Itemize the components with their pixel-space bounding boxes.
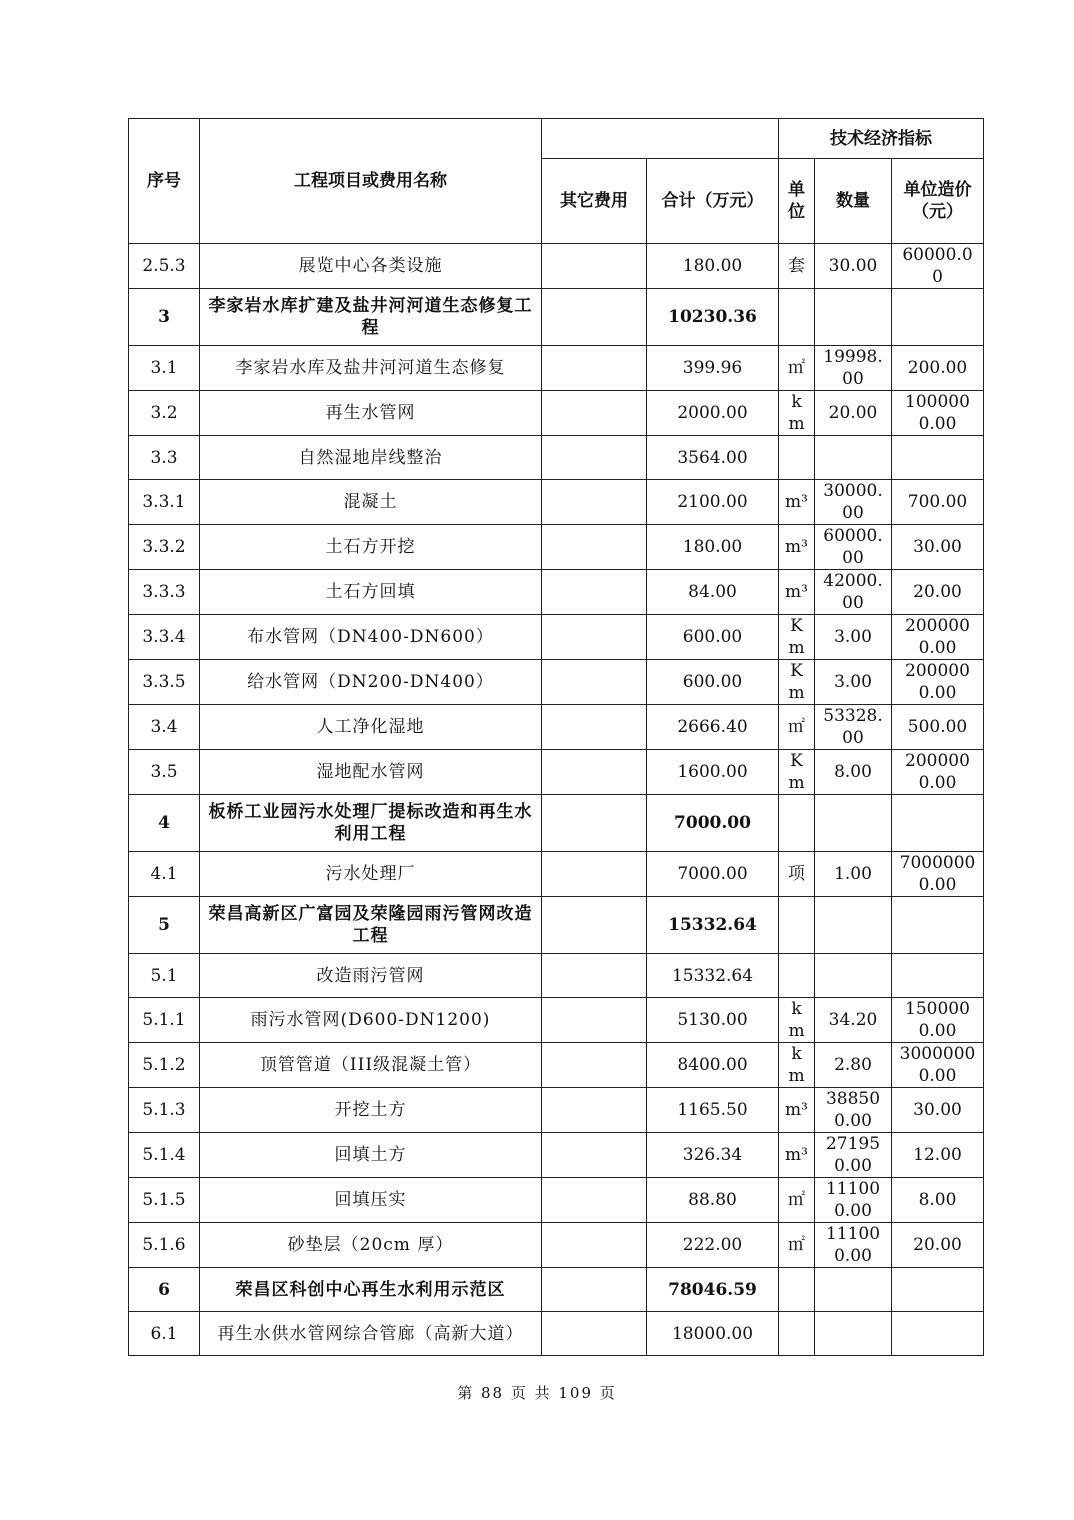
table-row xyxy=(129,954,984,998)
cell-seq: 3.3 xyxy=(129,436,200,480)
cell-total: 18000.00 xyxy=(647,1312,779,1356)
cell-name: 土石方开挖 xyxy=(200,525,542,570)
cell-unit: Km xyxy=(779,750,815,795)
cell-other xyxy=(542,1312,647,1356)
table-row xyxy=(129,852,984,897)
cell-qty: 3.00 xyxy=(815,615,892,660)
cell-other xyxy=(542,1178,647,1223)
cell-name: 布水管网（DN400-DN600） xyxy=(200,615,542,660)
cell-total: 180.00 xyxy=(647,525,779,570)
cell-seq: 3.3.4 xyxy=(129,615,200,660)
cell-name: 回填压实 xyxy=(200,1178,542,1223)
cell-price: 60000.00 xyxy=(892,244,984,289)
cell-seq: 5.1.1 xyxy=(129,998,200,1043)
cell-total: 7000.00 xyxy=(647,795,779,852)
cell-qty xyxy=(815,1268,892,1312)
cell-name: 李家岩水库及盐井河河道生态修复 xyxy=(200,346,542,391)
cell-unit: m³ xyxy=(779,1133,815,1178)
cell-unit: km xyxy=(779,1043,815,1088)
table-row xyxy=(129,436,984,480)
header-other: 其它费用 xyxy=(542,159,647,244)
header-name: 工程项目或费用名称 xyxy=(200,119,542,244)
cell-price: 200.00 xyxy=(892,346,984,391)
cell-other xyxy=(542,660,647,705)
cell-total: 600.00 xyxy=(647,615,779,660)
cell-seq: 3.3.2 xyxy=(129,525,200,570)
cell-seq: 6.1 xyxy=(129,1312,200,1356)
cell-qty: 388500.00 xyxy=(815,1088,892,1133)
table-row xyxy=(129,570,984,615)
cell-total: 15332.64 xyxy=(647,897,779,954)
cost-table xyxy=(128,118,984,1356)
cell-name: 雨污水管网(D600-DN1200) xyxy=(200,998,542,1043)
page-footer: 第 88 页 共 109 页 xyxy=(457,1384,617,1402)
cell-total: 15332.64 xyxy=(647,954,779,998)
cell-name: 荣昌区科创中心再生水利用示范区 xyxy=(200,1268,542,1312)
cell-total: 2666.40 xyxy=(647,705,779,750)
cell-other xyxy=(542,615,647,660)
cell-qty: 19998.00 xyxy=(815,346,892,391)
cell-other xyxy=(542,1043,647,1088)
cell-total: 88.80 xyxy=(647,1178,779,1223)
cell-qty: 2.80 xyxy=(815,1043,892,1088)
cell-price xyxy=(892,1268,984,1312)
cell-seq: 3.1 xyxy=(129,346,200,391)
cell-unit xyxy=(779,1268,815,1312)
cell-price: 8.00 xyxy=(892,1178,984,1223)
cell-seq: 3.3.3 xyxy=(129,570,200,615)
cell-total: 399.96 xyxy=(647,346,779,391)
table-row xyxy=(129,391,984,436)
cell-seq: 5.1.6 xyxy=(129,1223,200,1268)
cell-other xyxy=(542,897,647,954)
table-row xyxy=(129,998,984,1043)
cell-seq: 6 xyxy=(129,1268,200,1312)
table-row xyxy=(129,795,984,852)
cell-seq: 3.4 xyxy=(129,705,200,750)
cell-unit: Km xyxy=(779,660,815,705)
cell-name: 人工净化湿地 xyxy=(200,705,542,750)
table-row xyxy=(129,615,984,660)
cell-qty: 30.00 xyxy=(815,244,892,289)
cell-price xyxy=(892,436,984,480)
cell-price xyxy=(892,1312,984,1356)
cell-price: 30.00 xyxy=(892,525,984,570)
cell-total: 2000.00 xyxy=(647,391,779,436)
cell-name: 污水处理厂 xyxy=(200,852,542,897)
cell-total: 7000.00 xyxy=(647,852,779,897)
cell-price: 20.00 xyxy=(892,570,984,615)
cell-seq: 3.2 xyxy=(129,391,200,436)
cell-total: 84.00 xyxy=(647,570,779,615)
cell-price xyxy=(892,897,984,954)
cell-other xyxy=(542,1268,647,1312)
cell-name: 顶管管道（III级混凝土管） xyxy=(200,1043,542,1088)
cell-seq: 3 xyxy=(129,289,200,346)
cell-seq: 3.3.1 xyxy=(129,480,200,525)
cell-price: 70000000.00 xyxy=(892,852,984,897)
cell-price: 1000000.00 xyxy=(892,391,984,436)
header-blank xyxy=(542,119,779,159)
cell-name: 砂垫层（20cm 厚） xyxy=(200,1223,542,1268)
cell-name: 开挖土方 xyxy=(200,1088,542,1133)
header-qty: 数量 xyxy=(815,159,892,244)
cell-seq: 4.1 xyxy=(129,852,200,897)
cell-price: 2000000.00 xyxy=(892,660,984,705)
cell-other xyxy=(542,998,647,1043)
cell-unit: ㎡ xyxy=(779,1223,815,1268)
cell-other xyxy=(542,436,647,480)
cell-qty xyxy=(815,795,892,852)
cell-other xyxy=(542,1133,647,1178)
cell-total: 5130.00 xyxy=(647,998,779,1043)
cell-unit: ㎡ xyxy=(779,705,815,750)
cell-qty xyxy=(815,436,892,480)
cell-other xyxy=(542,480,647,525)
cell-total: 222.00 xyxy=(647,1223,779,1268)
header-unit: 单位 xyxy=(779,159,815,244)
cell-other xyxy=(542,954,647,998)
cell-total: 8400.00 xyxy=(647,1043,779,1088)
cell-name: 给水管网（DN200-DN400） xyxy=(200,660,542,705)
cell-price: 20.00 xyxy=(892,1223,984,1268)
cell-name: 再生水供水管网综合管廊（高新大道） xyxy=(200,1312,542,1356)
cell-name: 回填土方 xyxy=(200,1133,542,1178)
table-row xyxy=(129,1223,984,1268)
cell-name: 湿地配水管网 xyxy=(200,750,542,795)
cell-unit: m³ xyxy=(779,525,815,570)
cell-other xyxy=(542,244,647,289)
cell-other xyxy=(542,705,647,750)
cell-seq: 3.3.5 xyxy=(129,660,200,705)
cell-unit: m³ xyxy=(779,480,815,525)
cell-qty: 1.00 xyxy=(815,852,892,897)
cell-other xyxy=(542,750,647,795)
table-row xyxy=(129,1133,984,1178)
cell-seq: 5.1.3 xyxy=(129,1088,200,1133)
cell-qty: 60000.00 xyxy=(815,525,892,570)
cell-unit: m³ xyxy=(779,570,815,615)
cell-unit: m³ xyxy=(779,1088,815,1133)
header-seq: 序号 xyxy=(129,119,200,244)
cell-total: 180.00 xyxy=(647,244,779,289)
header-total: 合计（万元） xyxy=(647,159,779,244)
cell-seq: 5.1.2 xyxy=(129,1043,200,1088)
table-row xyxy=(129,750,984,795)
cell-name: 再生水管网 xyxy=(200,391,542,436)
cell-unit: km xyxy=(779,391,815,436)
table-row xyxy=(129,660,984,705)
table-row xyxy=(129,244,984,289)
cell-name: 展览中心各类设施 xyxy=(200,244,542,289)
cell-other xyxy=(542,570,647,615)
cell-qty: 111000.00 xyxy=(815,1223,892,1268)
table-row xyxy=(129,480,984,525)
cell-total: 1165.50 xyxy=(647,1088,779,1133)
cell-price: 2000000.00 xyxy=(892,750,984,795)
cell-other xyxy=(542,391,647,436)
cell-other xyxy=(542,289,647,346)
header-tech: 技术经济指标 xyxy=(779,119,984,159)
cell-price: 12.00 xyxy=(892,1133,984,1178)
cell-name: 李家岩水库扩建及盐井河河道生态修复工程 xyxy=(200,289,542,346)
cell-total: 3564.00 xyxy=(647,436,779,480)
cell-price: 30000000.00 xyxy=(892,1043,984,1088)
table-row xyxy=(129,289,984,346)
cell-seq: 4 xyxy=(129,795,200,852)
cell-total: 10230.36 xyxy=(647,289,779,346)
cell-unit xyxy=(779,1312,815,1356)
cell-unit xyxy=(779,954,815,998)
cell-name: 板桥工业园污水处理厂提标改造和再生水利用工程 xyxy=(200,795,542,852)
cell-unit xyxy=(779,436,815,480)
table-row xyxy=(129,1178,984,1223)
cell-seq: 3.5 xyxy=(129,750,200,795)
cell-other xyxy=(542,1088,647,1133)
cell-name: 改造雨污管网 xyxy=(200,954,542,998)
cell-qty: 3.00 xyxy=(815,660,892,705)
cell-price: 500.00 xyxy=(892,705,984,750)
table-row xyxy=(129,1312,984,1356)
cell-price xyxy=(892,795,984,852)
cell-other xyxy=(542,852,647,897)
cell-qty xyxy=(815,1312,892,1356)
header-price: 单位造价（元） xyxy=(892,159,984,244)
cell-seq: 5.1 xyxy=(129,954,200,998)
cell-qty xyxy=(815,289,892,346)
cell-qty: 42000.00 xyxy=(815,570,892,615)
cell-qty xyxy=(815,954,892,998)
cell-qty xyxy=(815,897,892,954)
cell-name: 混凝土 xyxy=(200,480,542,525)
cell-price: 2000000.00 xyxy=(892,615,984,660)
table-row xyxy=(129,525,984,570)
cell-unit: km xyxy=(779,998,815,1043)
cell-name: 自然湿地岸线整治 xyxy=(200,436,542,480)
cell-price: 30.00 xyxy=(892,1088,984,1133)
cell-unit xyxy=(779,795,815,852)
cell-total: 2100.00 xyxy=(647,480,779,525)
cell-unit: 项 xyxy=(779,852,815,897)
table-row xyxy=(129,1088,984,1133)
cell-price xyxy=(892,289,984,346)
cell-unit: ㎡ xyxy=(779,1178,815,1223)
cell-qty: 30000.00 xyxy=(815,480,892,525)
cell-price xyxy=(892,954,984,998)
cell-unit xyxy=(779,289,815,346)
cell-qty: 271950.00 xyxy=(815,1133,892,1178)
cell-other xyxy=(542,346,647,391)
cell-name: 荣昌高新区广富园及荣隆园雨污管网改造工程 xyxy=(200,897,542,954)
cell-name: 土石方回填 xyxy=(200,570,542,615)
table-row xyxy=(129,705,984,750)
cell-other xyxy=(542,1223,647,1268)
cell-price: 1500000.00 xyxy=(892,998,984,1043)
cell-unit xyxy=(779,897,815,954)
cell-seq: 5.1.5 xyxy=(129,1178,200,1223)
cell-qty: 20.00 xyxy=(815,391,892,436)
cell-seq: 5.1.4 xyxy=(129,1133,200,1178)
table-row xyxy=(129,1268,984,1312)
cell-total: 600.00 xyxy=(647,660,779,705)
cell-qty: 8.00 xyxy=(815,750,892,795)
cell-other xyxy=(542,525,647,570)
cell-qty: 53328.00 xyxy=(815,705,892,750)
cell-total: 326.34 xyxy=(647,1133,779,1178)
cell-other xyxy=(542,795,647,852)
cell-price: 700.00 xyxy=(892,480,984,525)
cell-seq: 5 xyxy=(129,897,200,954)
cell-unit: Km xyxy=(779,615,815,660)
cell-total: 1600.00 xyxy=(647,750,779,795)
cell-qty: 34.20 xyxy=(815,998,892,1043)
cell-seq: 2.5.3 xyxy=(129,244,200,289)
cell-qty: 111000.00 xyxy=(815,1178,892,1223)
table-row xyxy=(129,897,984,954)
cell-total: 78046.59 xyxy=(647,1268,779,1312)
cell-unit: 套 xyxy=(779,244,815,289)
table-row xyxy=(129,1043,984,1088)
cell-unit: ㎡ xyxy=(779,346,815,391)
table-row xyxy=(129,346,984,391)
